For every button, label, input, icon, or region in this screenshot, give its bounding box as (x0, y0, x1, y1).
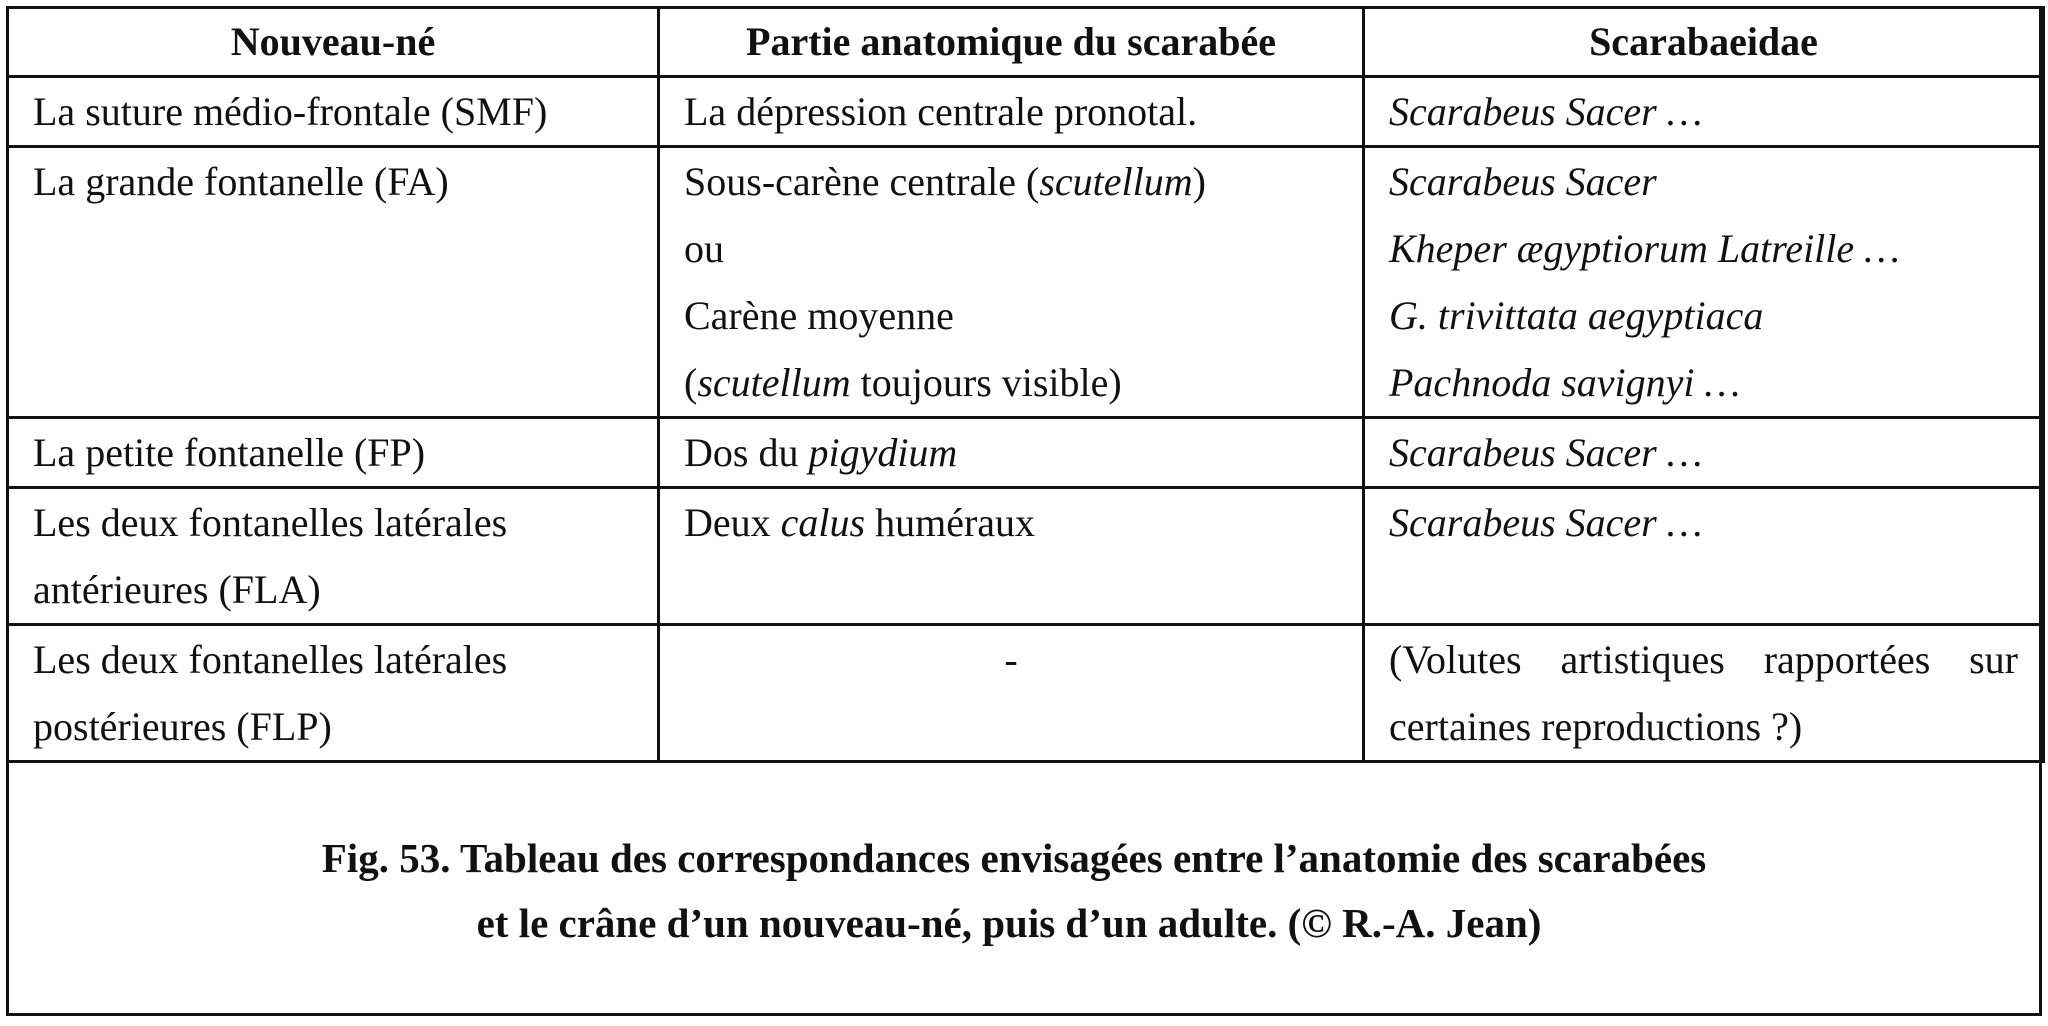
anatomy-line (684, 419, 1338, 486)
header-scarabaeidae: Scarabaeidae (1364, 8, 2044, 77)
anatomy-line (684, 215, 1338, 282)
table-row (8, 488, 2044, 625)
newborn-text: Les deux fontanelles latérales (33, 500, 508, 545)
caption-line-1: Fig. 53. Tableau des correspondances envisagées entre l’anatomie des scarabées (321, 835, 1707, 881)
species-name: Scarabeus Sacer … (1389, 89, 1703, 134)
cell-scarabaeidae (1364, 77, 2044, 147)
cell-anatomy (659, 625, 1364, 762)
anatomy-text: scutellum (1039, 159, 1193, 204)
anatomy-text: pigydium (808, 430, 958, 475)
species-name: Pachnoda savignyi … (1389, 360, 1741, 405)
anatomy-text: La dépression centrale pronotal. (684, 89, 1198, 134)
anatomy-text: - (1004, 637, 1018, 682)
anatomy-text: ) (1192, 159, 1206, 204)
table-row (8, 418, 2044, 488)
anatomy-text: ( (684, 360, 698, 405)
cell-anatomy (659, 418, 1364, 488)
anatomy-text: Deux (684, 500, 781, 545)
note-word: artistiques (1560, 637, 1725, 682)
table-row (8, 147, 2044, 418)
cell-newborn (8, 488, 659, 625)
cell-scarabaeidae (1364, 418, 2044, 488)
species-name: Scarabeus Sacer … (1389, 430, 1703, 475)
correspondence-table (6, 6, 2045, 763)
anatomy-line (684, 282, 1338, 349)
anatomy-text: calus (780, 500, 866, 545)
cell-newborn (8, 77, 659, 147)
newborn-text: postérieures (FLP) (33, 704, 332, 749)
anatomy-line (684, 349, 1338, 416)
newborn-text: Les deux fontanelles latérales (33, 637, 508, 682)
species-name: G. trivittata aegyptiaca (1389, 293, 1764, 338)
cell-scarabaeidae (1364, 147, 2044, 418)
figure-caption (6, 826, 2042, 956)
species-name: Scarabeus Sacer … (1389, 500, 1703, 545)
newborn-text: La grande fontanelle (FA) (33, 159, 449, 204)
cell-anatomy (659, 488, 1364, 625)
anatomy-text: Carène moyenne (684, 293, 954, 338)
anatomy-text: ou (684, 226, 724, 271)
anatomy-text: scutellum (697, 360, 851, 405)
anatomy-text: toujours visible) (850, 360, 1122, 405)
cell-scarabaeidae (1364, 488, 2044, 625)
cell-newborn (8, 147, 659, 418)
species-name: Scarabeus Sacer (1389, 159, 1657, 204)
note-word: sur (1969, 637, 2018, 682)
anatomy-text: huméraux (865, 500, 1036, 545)
note-text (1389, 626, 2018, 693)
species-name: Kheper ægyptiorum Latreille … (1389, 226, 1900, 271)
anatomy-line (684, 148, 1338, 215)
anatomy-line (684, 489, 1338, 556)
table-header-row (8, 8, 2044, 77)
note-word: (Volutes (1389, 637, 1522, 682)
caption-line-2: et le crâne d’un nouveau-né, puis d’un adulte. (© R.-A. Jean) (476, 900, 1542, 946)
anatomy-text: Sous-carène centrale ( (684, 159, 1040, 204)
cell-anatomy (659, 147, 1364, 418)
table-row (8, 625, 2044, 762)
note-word: rapportées (1763, 637, 1931, 682)
header-newborn: Nouveau-né (8, 8, 659, 77)
anatomy-text: Dos du (684, 430, 809, 475)
header-anatomy: Partie anatomique du scarabée (659, 8, 1364, 77)
table-body (8, 77, 2044, 762)
cell-newborn (8, 625, 659, 762)
newborn-text: La petite fontanelle (FP) (33, 430, 426, 475)
newborn-text: antérieures (FLA) (33, 567, 321, 612)
cell-newborn (8, 418, 659, 488)
newborn-text: La suture médio-frontale (SMF) (33, 89, 548, 134)
note-text: certaines reproductions ?) (1389, 704, 1803, 749)
cell-anatomy (659, 77, 1364, 147)
anatomy-line (684, 78, 1338, 145)
table-row (8, 77, 2044, 147)
cell-scarabaeidae (1364, 625, 2044, 762)
